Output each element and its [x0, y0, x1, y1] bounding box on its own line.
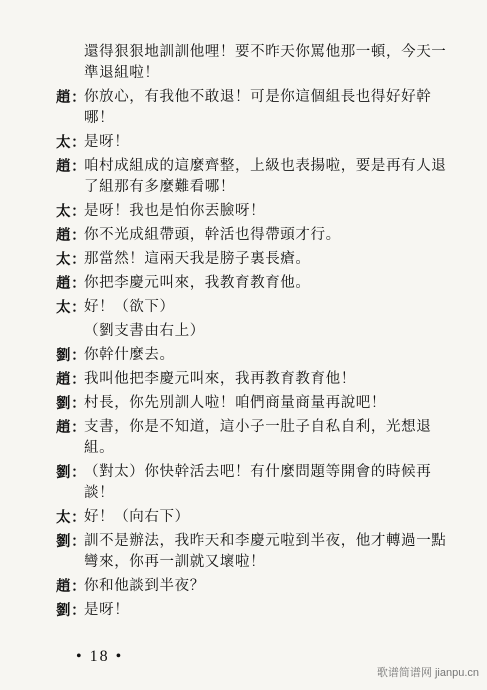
- dialogue-text: 那當然！這兩天我是膀子裏長瘡。: [84, 251, 311, 267]
- dialogue-line: [56, 600, 456, 621]
- speaker-label: 趙：: [56, 275, 87, 292]
- stage-direction-text: （劉支書由右上）: [84, 323, 205, 339]
- dialogue-line: [56, 531, 456, 552]
- dialogue-line: [56, 462, 456, 483]
- dialogue-line: [56, 63, 456, 84]
- dialogue-text: 咱村成組成的這麼齊整，上級也表揚啦，要是再有人退: [84, 158, 447, 174]
- dialogue-line: [56, 132, 456, 153]
- dialogue-text: 了組那有多麼難看哪！: [84, 179, 235, 195]
- dialogue-text: 是呀！我也是怕你丟臉呀！: [84, 203, 266, 219]
- dialogue-line: [56, 297, 456, 318]
- dialogue-line: [56, 483, 456, 504]
- dialogue-text: 你把李慶元叫來，我教育教育他。: [84, 275, 311, 291]
- dialogue-line: [56, 369, 456, 390]
- dialogue-text: 你放心，有我他不敢退！可是你這個組長也得好好幹: [84, 89, 432, 105]
- dialogue-text: 好！（欲下）: [84, 299, 175, 315]
- speaker-label: 趙：: [56, 578, 87, 595]
- speaker-label: 劉：: [56, 395, 87, 412]
- dialogue-line: [56, 156, 456, 177]
- dialogue-text: 準退組啦！: [84, 65, 160, 81]
- dialogue-text: 你不光成組帶頭，幹活也得帶頭才行。: [84, 227, 341, 243]
- speaker-label: 太：: [56, 203, 87, 220]
- watermark: 歌谱简谱网 jianpu.cn: [376, 667, 479, 679]
- speaker-label: 劉：: [56, 533, 87, 550]
- dialogue-line: [56, 87, 456, 108]
- dialogue-text: 哪！: [84, 110, 115, 126]
- dialogue-line: [56, 201, 456, 222]
- dialogue-line: [56, 249, 456, 270]
- dialogue-line: [56, 576, 456, 597]
- dialogue-line: [56, 417, 456, 438]
- dialogue-line: [56, 42, 456, 63]
- dialogue-line: [56, 393, 456, 414]
- dialogue-block: [56, 42, 456, 621]
- dialogue-line: [56, 552, 456, 573]
- dialogue-text: 彎來，你再一訓就又壞啦！: [84, 554, 266, 570]
- dialogue-line: [56, 108, 456, 129]
- dialogue-text: 村長，你先別訓人啦！咱們商量商量再說吧！: [84, 395, 386, 411]
- page-number: • 18 •: [76, 648, 124, 665]
- speaker-label: 趙：: [56, 158, 87, 175]
- speaker-label: 趙：: [56, 89, 87, 106]
- speaker-label: 太：: [56, 509, 87, 526]
- speaker-label: 太：: [56, 251, 87, 268]
- dialogue-text: 你幹什麼去。: [84, 347, 175, 363]
- speaker-label: 劉：: [56, 464, 87, 481]
- speaker-label: 太：: [56, 299, 87, 316]
- speaker-label: 趙：: [56, 371, 87, 388]
- dialogue-line: [56, 177, 456, 198]
- dialogue-line: [56, 438, 456, 459]
- dialogue-text: 訓不是辦法，我昨天和李慶元啦到半夜，他才轉過一點: [84, 533, 447, 549]
- dialogue-text: 好！（向右下）: [84, 509, 190, 525]
- dialogue-line: [56, 345, 456, 366]
- dialogue-text: 我叫他把李慶元叫來，我再教育教育他！: [84, 371, 356, 387]
- dialogue-line: [56, 225, 456, 246]
- dialogue-text: 是呀！: [84, 134, 130, 150]
- stage-direction-line: [56, 321, 456, 342]
- dialogue-text: 你和他談到半夜？: [84, 578, 205, 594]
- speaker-label: 趙：: [56, 227, 87, 244]
- dialogue-text: 談！: [84, 485, 115, 501]
- dialogue-text: 支書，你是不知道，這小子一肚子自私自利，光想退: [84, 419, 432, 435]
- dialogue-line: [56, 507, 456, 528]
- speaker-label: 太：: [56, 134, 87, 151]
- speaker-label: 趙：: [56, 419, 87, 436]
- dialogue-line: [56, 273, 456, 294]
- speaker-label: 劉：: [56, 602, 87, 619]
- speaker-label: 劉：: [56, 347, 87, 364]
- dialogue-text: 是呀！: [84, 602, 130, 618]
- dialogue-text: （對太）你快幹活去吧！有什麼問題等開會的時候再: [84, 464, 432, 480]
- dialogue-text: 還得狠狠地訓訓他哩！要不昨天你罵他那一頓，今天一: [84, 44, 447, 60]
- dialogue-text: 組。: [84, 440, 115, 456]
